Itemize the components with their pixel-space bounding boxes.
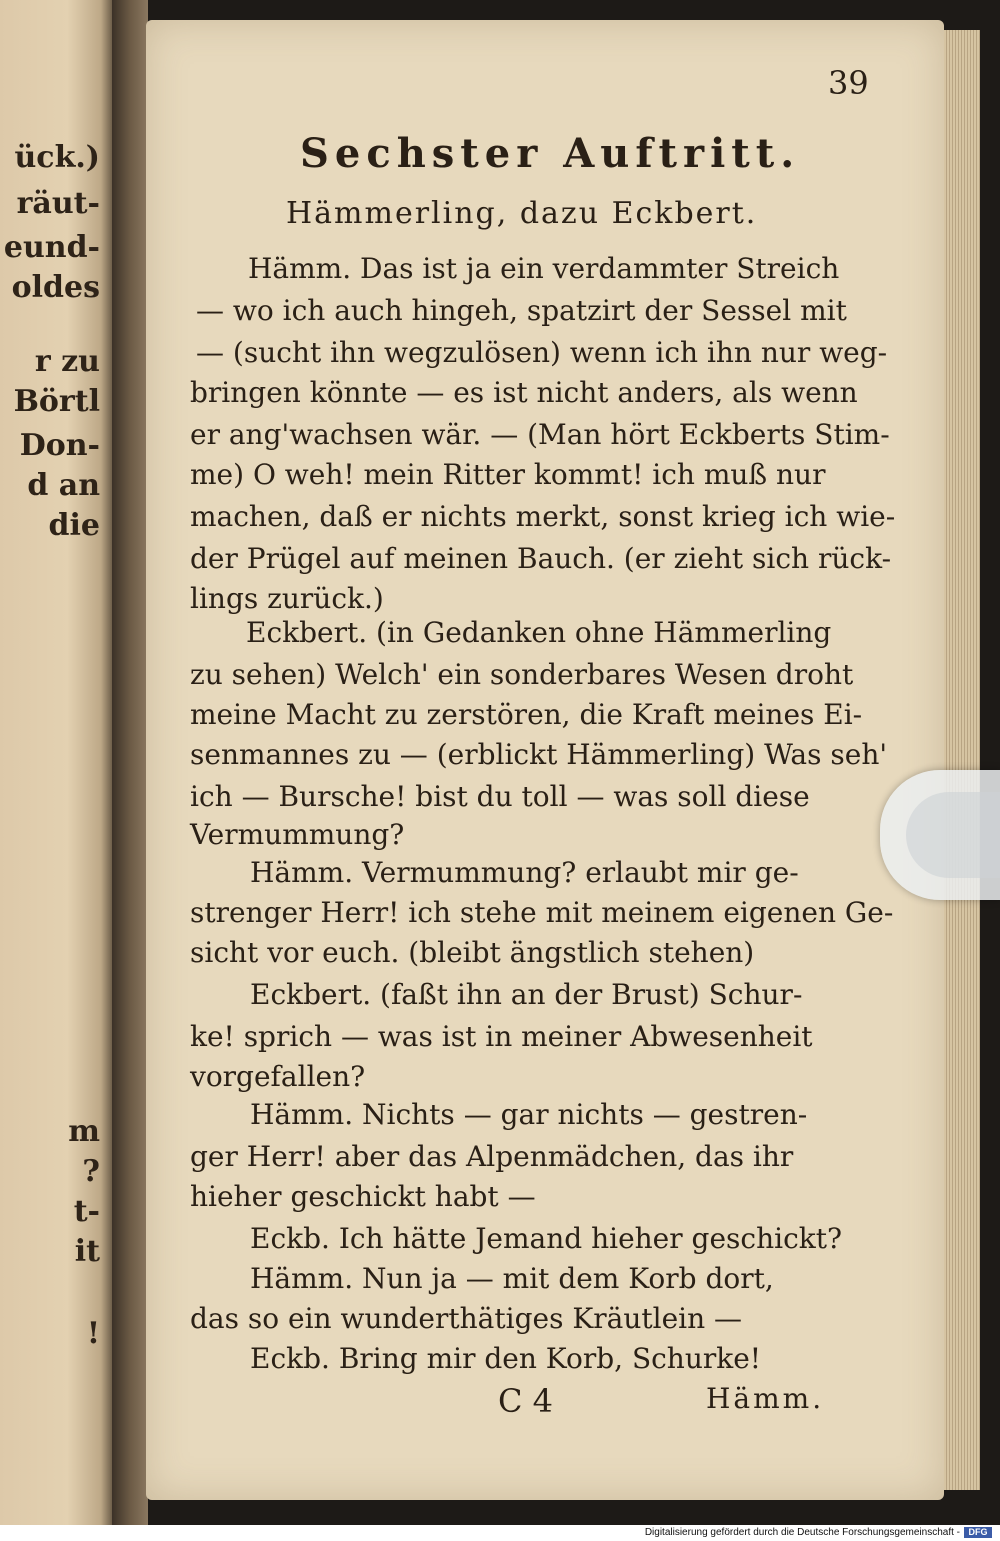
- text-line: ich — Bursche! bist du toll — was soll diese: [190, 780, 810, 813]
- catchword: Hämm.: [706, 1382, 825, 1415]
- left-page-fragment: Börtl: [13, 384, 100, 419]
- page-clip-inner: [906, 792, 1000, 878]
- dfg-logo: DFG: [964, 1527, 992, 1538]
- text-line: meine Macht zu zerstören, die Kraft meines Ei-: [190, 698, 863, 731]
- text-line: machen, daß er nichts merkt, sonst krieg ich wie-: [190, 500, 896, 533]
- book-gutter: [112, 0, 148, 1525]
- page-edges: [944, 30, 980, 1490]
- text-line: ger Herr! aber das Alpenmädchen, das ihr: [190, 1140, 794, 1173]
- text-line: zu sehen) Welch' ein sonderbares Wesen droht: [190, 658, 854, 691]
- left-page-fragment: !: [86, 1316, 100, 1351]
- text-line: — wo ich auch hingeh, spatzirt der Sessel mit: [196, 294, 847, 327]
- left-page-fragment: oldes: [11, 270, 100, 305]
- text-line: Eckb. Ich hätte Jemand hieher geschickt?: [250, 1222, 842, 1255]
- left-page-fragment: t-: [73, 1194, 100, 1229]
- left-page-fragment: it: [74, 1234, 100, 1269]
- scene-subtitle: Hämmerling, dazu Eckbert.: [286, 196, 758, 231]
- text-line: er ang'wachsen wär. — (Man hört Eckberts Stim-: [190, 418, 890, 451]
- text-line: das so ein wunderthätiges Kräutlein —: [190, 1302, 743, 1335]
- left-page: [0, 0, 112, 1525]
- text-line: senmannes zu — (erblickt Hämmerling) Was seh': [190, 738, 888, 771]
- text-line: Hämm. Nun ja — mit dem Korb dort,: [250, 1262, 774, 1295]
- left-page-fragment: r zu: [34, 344, 100, 379]
- text-line: ke! sprich — was ist in meiner Abwesenheit: [190, 1020, 813, 1053]
- scene-title: Sechster Auftritt.: [300, 130, 801, 177]
- text-line: Eckbert. (faßt ihn an der Brust) Schur-: [250, 978, 803, 1011]
- text-line: vorgefallen?: [190, 1060, 366, 1093]
- text-line: hieher geschickt habt —: [190, 1180, 536, 1213]
- page-number: 39: [828, 64, 869, 102]
- text-line: bringen könnte — es ist nicht anders, als wenn: [190, 376, 858, 409]
- left-page-fragment: räut-: [16, 186, 100, 221]
- text-line: — (sucht ihn wegzulösen) wenn ich ihn nur weg-: [196, 336, 888, 369]
- text-line: Vermummung?: [190, 818, 405, 851]
- text-line: Hämm. Vermummung? erlaubt mir ge-: [250, 856, 799, 889]
- text-line: me) O weh! mein Ritter kommt! ich muß nur: [190, 458, 826, 491]
- left-page-fragment: m: [68, 1114, 100, 1149]
- text-line: lings zurück.): [190, 582, 384, 615]
- left-page-fragment: Don-: [19, 428, 100, 463]
- text-line: Hämm. Nichts — gar nichts — gestren-: [250, 1098, 808, 1131]
- text-line: Hämm. Das ist ja ein verdammter Streich: [248, 252, 840, 285]
- funding-credit: Digitalisierung gefördert durch die Deutsche Forschungsgemeinschaft -: [644, 1527, 960, 1538]
- text-line: Eckb. Bring mir den Korb, Schurke!: [250, 1342, 762, 1375]
- signature-mark: C 4: [498, 1382, 554, 1420]
- text-line: sicht vor euch. (bleibt ängstlich stehen): [190, 936, 755, 969]
- left-page-fragment: ?: [82, 1154, 100, 1189]
- text-line: der Prügel auf meinen Bauch. (er zieht sich rück-: [190, 542, 892, 575]
- text-line: strenger Herr! ich stehe mit meinem eigenen Ge-: [190, 896, 894, 929]
- left-page-fragment: ück.): [14, 140, 100, 175]
- text-line: Eckbert. (in Gedanken ohne Hämmerling: [246, 616, 832, 649]
- left-page-fragment: die: [48, 508, 100, 543]
- left-page-fragment: eund-: [3, 230, 100, 265]
- left-page-fragment: d an: [27, 468, 100, 503]
